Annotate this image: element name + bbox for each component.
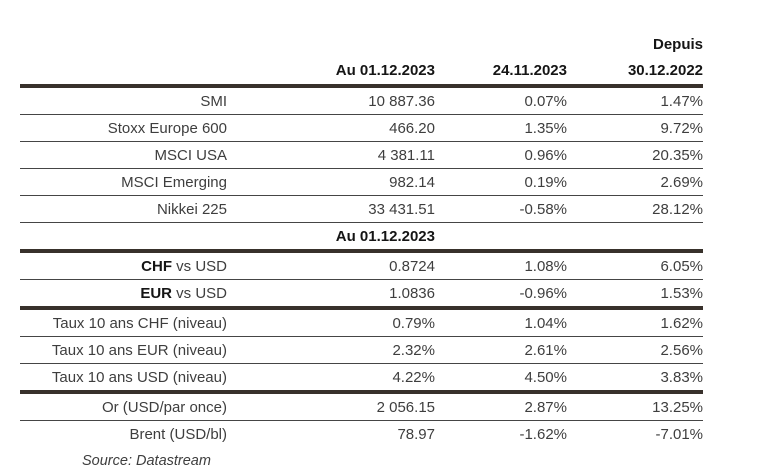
row-value: 1.0836 bbox=[227, 280, 435, 309]
row-value: 2 056.15 bbox=[227, 392, 435, 421]
table-row-or bbox=[20, 392, 703, 421]
row-label: Or (USD/par once) bbox=[20, 392, 227, 421]
row-label: Taux 10 ans EUR (niveau) bbox=[20, 337, 227, 364]
table-row-msci-emerging bbox=[20, 169, 703, 196]
row-label: Taux 10 ans CHF (niveau) bbox=[20, 308, 227, 337]
row-value: 9.72% bbox=[567, 115, 703, 142]
row-value: 1.08% bbox=[435, 251, 567, 280]
table-row-taux-usd bbox=[20, 364, 703, 393]
row-value: 0.8724 bbox=[227, 251, 435, 280]
row-value: 20.35% bbox=[567, 142, 703, 169]
col-header-au-date: Au 01.12.2023 bbox=[227, 56, 435, 86]
table-row-brent bbox=[20, 421, 703, 448]
row-label: Stoxx Europe 600 bbox=[20, 115, 227, 142]
row-label: MSCI USA bbox=[20, 142, 227, 169]
row-value: 1.62% bbox=[567, 308, 703, 337]
table-row-taux-eur bbox=[20, 337, 703, 364]
row-value: 13.25% bbox=[567, 392, 703, 421]
row-value: 1.04% bbox=[435, 308, 567, 337]
col-header-since-week: 24.11.2023 bbox=[435, 56, 567, 86]
empty-cell bbox=[20, 32, 435, 56]
table-row-nikkei bbox=[20, 196, 703, 223]
section-subheader: Au 01.12.2023 bbox=[227, 223, 435, 252]
row-value: 0.96% bbox=[435, 142, 567, 169]
row-value: 28.12% bbox=[567, 196, 703, 223]
row-value: 0.19% bbox=[435, 169, 567, 196]
row-value: 6.05% bbox=[567, 251, 703, 280]
row-value: 2.61% bbox=[435, 337, 567, 364]
row-value: 3.83% bbox=[567, 364, 703, 393]
currency-code: CHF bbox=[141, 257, 172, 275]
empty-cell bbox=[20, 56, 227, 86]
row-value: -7.01% bbox=[655, 425, 704, 443]
row-label: MSCI Emerging bbox=[20, 169, 227, 196]
row-value: 4.50% bbox=[435, 364, 567, 393]
row-label: EUR vs USD bbox=[20, 280, 227, 309]
row-value: 2.87% bbox=[435, 392, 567, 421]
market-data-table bbox=[20, 32, 703, 447]
table-row-stoxx bbox=[20, 115, 703, 142]
row-value: -0.58% bbox=[435, 196, 567, 223]
row-value: 2.69% bbox=[567, 169, 703, 196]
currency-code: EUR bbox=[140, 284, 172, 302]
depuis-header: Depuis bbox=[653, 35, 704, 53]
market-summary-table bbox=[20, 32, 704, 469]
column-header-row bbox=[20, 56, 703, 86]
row-value: 4.22% bbox=[227, 364, 435, 393]
row-value: -0.96% bbox=[435, 280, 567, 309]
empty-cell bbox=[567, 223, 703, 252]
row-value: 33 431.51 bbox=[227, 196, 435, 223]
table-row-smi bbox=[20, 86, 703, 115]
table-row-chf-usd bbox=[20, 251, 703, 280]
row-value: 78.97 bbox=[397, 425, 435, 443]
row-value: 466.20 bbox=[227, 115, 435, 142]
row-value: 2.32% bbox=[227, 337, 435, 364]
table-row-msci-usa bbox=[20, 142, 703, 169]
row-value: 1.47% bbox=[567, 86, 703, 115]
empty-cell bbox=[20, 223, 227, 252]
source-note: Source: Datastream bbox=[82, 453, 211, 469]
row-label: SMI bbox=[20, 86, 227, 115]
row-label: Brent (USD/bl) bbox=[129, 425, 227, 443]
row-value: 2.56% bbox=[567, 337, 703, 364]
row-label: Taux 10 ans USD (niveau) bbox=[20, 364, 227, 393]
row-value: 4 381.11 bbox=[227, 142, 435, 169]
row-value: 982.14 bbox=[227, 169, 435, 196]
row-value: 0.07% bbox=[435, 86, 567, 115]
table-row-taux-chf bbox=[20, 308, 703, 337]
row-label: Nikkei 225 bbox=[20, 196, 227, 223]
section-subheader-row bbox=[20, 223, 703, 252]
row-value: 10 887.36 bbox=[227, 86, 435, 115]
row-value: 1.35% bbox=[435, 115, 567, 142]
col-header-since-year: 30.12.2022 bbox=[567, 56, 703, 86]
empty-cell bbox=[435, 223, 567, 252]
row-value: 1.53% bbox=[567, 280, 703, 309]
row-label: CHF vs USD bbox=[20, 251, 227, 280]
table-row-eur-usd bbox=[20, 280, 703, 309]
row-value: 0.79% bbox=[227, 308, 435, 337]
depuis-header-row bbox=[20, 32, 703, 56]
row-value: -1.62% bbox=[519, 425, 567, 443]
